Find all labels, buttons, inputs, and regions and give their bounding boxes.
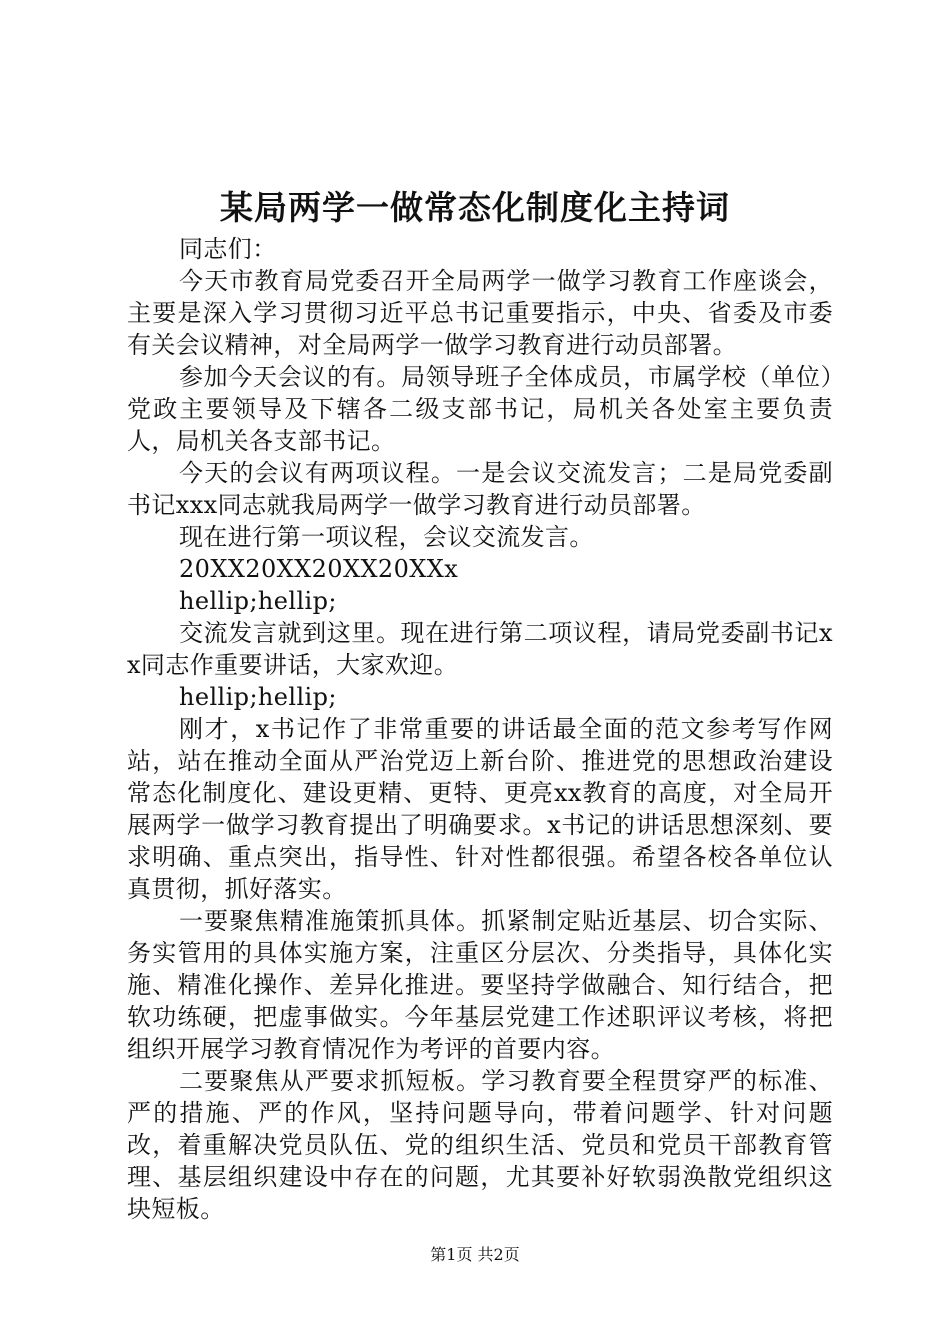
paragraph-point-two: 二要聚焦从严要求抓短板。学习教育要全程贯穿严的标准、严的措施、严的作风，坚持问题导向，带着问题学、针对问题改，着重解决党员队伍、党的组织生活、党员和党员干部教育管理、基层组织建设中存在的问题，尤其要补好软弱涣散党组织这块短板。 [127, 1067, 833, 1223]
paragraph-ellipsis-2: hellip;hellip; [179, 683, 337, 711]
page-number-footer: 第1页 共2页 [430, 1245, 520, 1264]
paragraph-meeting-intro: 今天市教育局党委召开全局两学一做学习教育工作座谈会，主要是深入学习贯彻习近平总书记重要指示，中央、省委及市委有关会议精神，对全局两学一做学习教育进行动员部署。 [127, 267, 833, 359]
paragraph-summary: 刚才，x书记作了非常重要的讲话最全面的范文参考写作网站，站在推动全面从严治党迈上新台阶、推进党的思想政治建设常态化制度化、建设更精、更特、更亮xx教育的高度，对全局开展两学一做学习教育提出了明确要求。x书记的讲话思想深刻、要求明确、重点突出，指导性、针对性都很强。希望各校各单位认真贯彻，抓好落实。 [127, 715, 833, 903]
paragraph-salutation: 同志们： [179, 235, 277, 263]
paragraph-ellipsis-1: hellip;hellip; [179, 587, 337, 615]
paragraph-first-item: 现在进行第一项议程，会议交流发言。 [179, 523, 594, 551]
paragraph-point-one: 一要聚焦精准施策抓具体。抓紧制定贴近基层、切合实际、务实管用的具体实施方案，注重区分层次、分类指导，具体化实施、精准化操作、差异化推进。要坚持学做融合、知行结合，把软功练硬，把虚事做实。今年基层党建工作述职评议考核，将把组织开展学习教育情况作为考评的首要内容。 [127, 907, 833, 1063]
document-title: 某局两学一做常态化制度化主持词 [220, 188, 730, 227]
paragraph-second-item: 交流发言就到这里。现在进行第二项议程，请局党委副书记xx同志作重要讲话，大家欢迎。 [127, 619, 833, 679]
paragraph-attendees: 参加今天会议的有。局领导班子全体成员，市属学校（单位）党政主要领导及下辖各二级支部书记，局机关各处室主要负责人，局机关各支部书记。 [127, 363, 833, 455]
paragraph-agenda: 今天的会议有两项议程。一是会议交流发言；二是局党委副书记xxx同志就我局两学一做学习教育进行动员部署。 [127, 459, 833, 519]
document-body [127, 233, 833, 1225]
paragraph-placeholder-years: 20XX20XX20XX20XXx [179, 555, 459, 583]
